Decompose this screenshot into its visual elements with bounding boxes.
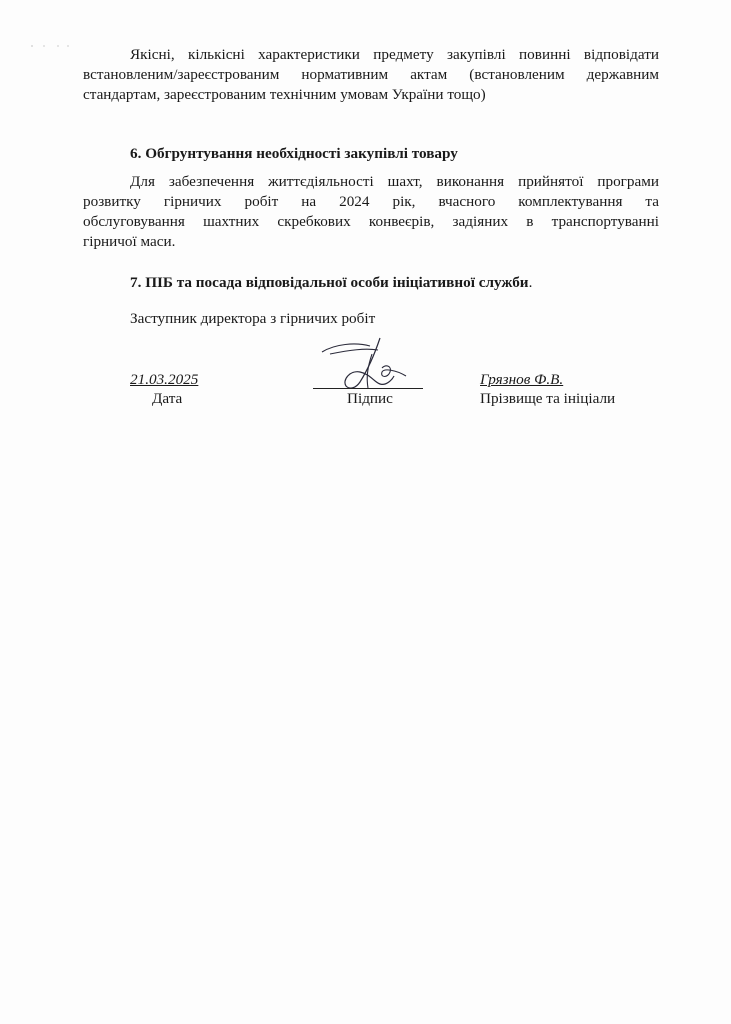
section-7-heading [130,273,532,293]
paragraph-line: Якісні, кількісні характеристики предмету закупівлі повинні відповідати [130,46,659,63]
paragraph-line: стандартам, зареєстрованим технічним умовам України тощо) [83,86,486,103]
quality-requirements-paragraph [83,45,659,105]
section-7-heading-period: . [528,274,533,291]
paragraph-line: розвитку гірничих робіт на 2024 рік, вчасного комплектування та [83,193,659,210]
responsible-name: Грязнов Ф.В. [480,371,564,388]
section-6-heading: 6. Обгрунтування необхідності закупівлі товару [130,145,458,162]
paragraph-line: гірничої маси. [83,233,176,250]
signature-caption: Підпис [347,390,393,407]
scan-speck [30,34,70,36]
justification-paragraph [83,172,659,252]
paragraph-line: Для забезпечення життєдіяльності шахт, виконання прийнятої програми [130,173,659,190]
date-caption: Дата [152,390,183,407]
name-caption: Прізвище та ініціали [480,390,616,407]
section-7-heading-text: 7. ПІБ та посада відповідальної особи ініціативної служби [130,274,529,291]
responsible-position: Заступник директора з гірничих робіт [130,310,376,327]
paragraph-line: обслуговування шахтних скребкових конвеєрів, задіяних в транспортуванні [83,213,659,230]
signing-date: 21.03.2025 [130,371,199,388]
paragraph-line: встановленим/зареєстрованим нормативним актам (встановленим державним [83,66,659,83]
